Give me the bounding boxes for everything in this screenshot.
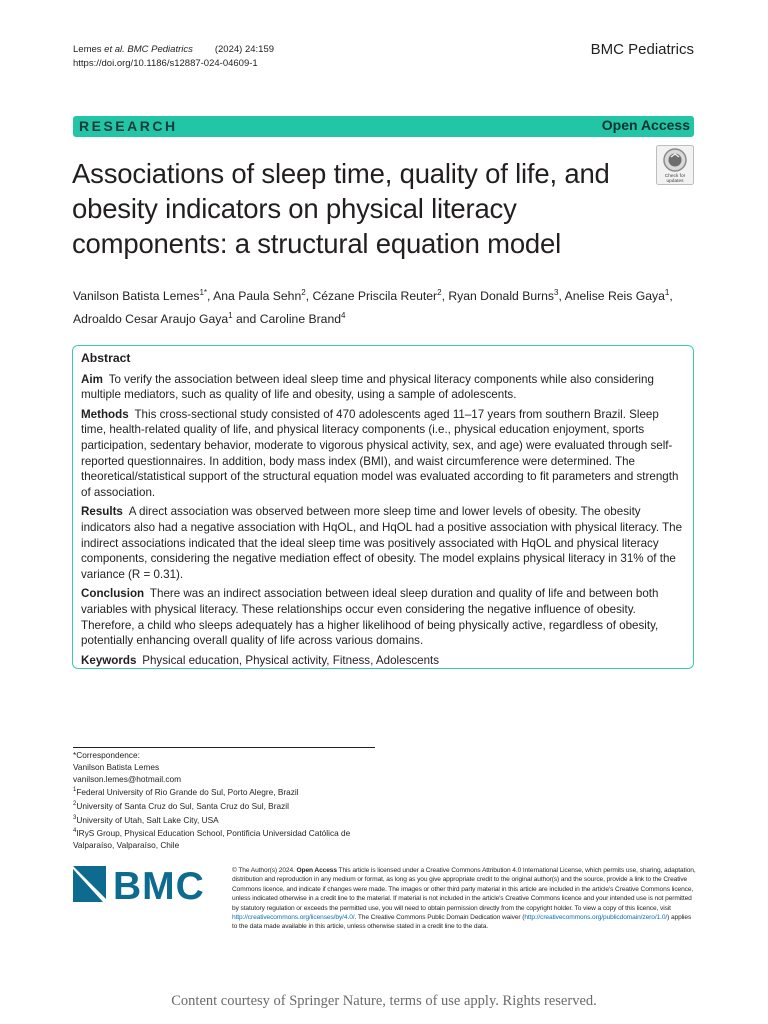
check-for-updates-icon[interactable] xyxy=(656,145,694,185)
author-name: Vanilson Batista Lemes xyxy=(73,289,200,304)
footnote-text: University of Santa Cruz do Sul, Santa Cruz do Sul, Brazil xyxy=(76,800,289,811)
footnote-text: Vanilson Batista Lemes xyxy=(73,761,160,772)
footnote-line xyxy=(73,774,383,786)
abstract-section-text: A direct association was observed between more sleep time and lower levels of obesity. The obesity indicators also had a negative association with HqOL, and HqOL had a positive association with physical literacy. The indirect associations indicated that the ideal sleep time was positively associated with HqOL and physical literacy components, considering the negative mediation effect of obesity. The model explains physical literacy in 31% of the variance (R = 0.31). xyxy=(81,505,683,581)
license-lead: © The Author(s) 2024. xyxy=(232,867,295,874)
license-body-1: This article is licensed under a Creative Commons Attribution 4.0 International License, which permits use, sharing, adaptation, distribution and reproduction in any medium or format, as long as you give appropriate credit to the original author(s) and the source, provide a link to the Creative Commons licence, and indicate if changes were made. The images or other third party material in this article are included in the article's Creative Commons licence, unless indicated otherwise in a credit line to the material. If material is not included in the article's Creative Commons licence and your intended use is not permitted by statutory regulation or exceeds the permitted use, you will need to obtain permission directly from the copyright holder. To view a copy of this licence, visit xyxy=(232,867,696,912)
license-text xyxy=(232,866,696,932)
abstract-heading: Abstract xyxy=(81,351,131,365)
footnotes xyxy=(73,750,383,851)
footnote-marker: 1 xyxy=(73,787,77,794)
footnote-line xyxy=(73,813,383,827)
abstract-section-label: Aim xyxy=(81,372,103,386)
footnote-text: IRyS Group, Physical Education School, Pontificia Universidad Católica de Valparaíso, Valparaíso, Chile xyxy=(73,827,351,850)
courtesy-footer: Content courtesy of Springer Nature, terms of use apply. Rights reserved. xyxy=(171,993,597,1009)
abstract-section-label: Keywords xyxy=(81,653,137,667)
citation-line xyxy=(73,43,274,57)
citation-etal: et al. BMC Pediatrics xyxy=(104,44,193,55)
license-open-access: Open Access xyxy=(296,867,337,874)
journal-name: BMC Pediatrics xyxy=(590,41,694,58)
author-affiliation: 1 xyxy=(228,311,233,321)
abstract-section-label: Methods xyxy=(81,407,129,421)
footnote-text: *Correspondence: xyxy=(73,750,140,760)
footnote-text: Federal University of Rio Grande do Sul, Porto Alegre, Brazil xyxy=(76,787,299,798)
author-list xyxy=(73,283,703,329)
svg-text:updates: updates xyxy=(666,179,684,184)
svg-text:BMC: BMC xyxy=(113,866,205,904)
author-name: Cézane Priscila Reuter xyxy=(312,289,438,304)
doi-link[interactable]: https://doi.org/10.1186/s12887-024-04609-1 xyxy=(73,58,258,69)
footnote-marker: 4 xyxy=(73,828,77,835)
license-body-3: ) applies to the data made available in this article, unless otherwise stated in a credit line to the data. xyxy=(232,914,692,931)
abstract-section xyxy=(81,586,685,648)
author-name: Ryan Donald Burns xyxy=(448,289,555,304)
abstract-section-text: Physical education, Physical activity, Fitness, Adolescents xyxy=(142,653,440,667)
footnote-divider xyxy=(73,747,375,748)
cc-zero-link[interactable]: http://creativecommons.org/publicdomain/zero/1.0/ xyxy=(524,914,668,922)
license-body-2: . The Creative Commons Public Domain Dedication waiver ( xyxy=(354,914,525,922)
author-separator: , xyxy=(441,289,449,304)
footnote-line xyxy=(73,762,383,774)
footnote-line xyxy=(73,785,383,799)
footnote-line xyxy=(73,799,383,813)
author-affiliation: 1* xyxy=(199,288,208,297)
author-separator: , xyxy=(207,289,214,304)
abstract-section-text: This cross-sectional study consisted of 470 adolescents aged 11–17 years from southern Brazil. Sleep time, health-related quality of life, and physical literacy components (i.e., physical education enjoyment, sports participation, sedentary behavior, moderate to vigorous physical activity, sex, and age) were evaluated through self-reported questionnaires. In addition, body mass index (BMI), and waist circumference were determined. The theoretical/statistical support of the structural equation model was evaluated according to fit parameters and strength of association. xyxy=(81,407,679,499)
article-type-banner xyxy=(73,116,694,137)
author-separator: , xyxy=(669,289,673,304)
citation-year-volume: (2024) 24:159 xyxy=(214,44,275,55)
abstract-section-text: There was an indirect association between ideal sleep duration and quality of life and between both variables with physical literacy. These relationships occur even considering the negative influence of obesity. Therefore, a child who sleeps adequately has a higher likelihood of being physically active, regardless of obesity, potentially enhancing overall quality of life across various domains. xyxy=(81,587,659,648)
author-affiliation: 3 xyxy=(554,288,559,297)
author-name: Ana Paula Sehn xyxy=(213,289,302,304)
cc-by-link[interactable]: http://creativecommons.org/licenses/by/4.0/ xyxy=(232,914,355,922)
footnote-marker: 2 xyxy=(73,800,77,807)
open-access-label: Open Access xyxy=(601,117,690,133)
footnote-line xyxy=(73,826,383,851)
author-affiliation: 4 xyxy=(341,311,346,321)
abstract-section xyxy=(81,653,685,669)
author-name: Adroaldo Cesar Araujo Gaya xyxy=(73,312,229,327)
svg-text:Check for: Check for xyxy=(664,174,686,179)
citation-authors: Lemes xyxy=(73,44,105,55)
citation xyxy=(73,43,274,71)
author-name: Caroline Brand xyxy=(259,312,341,327)
author-separator: , xyxy=(558,289,565,304)
abstract-section-label: Results xyxy=(81,505,123,519)
article-type-label: RESEARCH xyxy=(79,118,178,134)
author-separator: and xyxy=(232,312,260,327)
footnote-text: vanilson.lemes@hotmail.com xyxy=(73,773,182,784)
author-separator: , xyxy=(305,289,313,304)
author-affiliation: 1 xyxy=(664,288,670,297)
footnote-line xyxy=(73,750,383,762)
abstract-section-text: To verify the association between ideal sleep time and physical literacy components while also considering multiple mediators, such as quality of life and obesity, using a sample of adolescents. xyxy=(81,372,654,402)
author-name: Anelise Reis Gaya xyxy=(564,289,665,304)
footnote-text: University of Utah, Salt Lake City, USA xyxy=(76,814,219,825)
article-title: Associations of sleep time, quality of life, and obesity indicators on physical literacy components: a structural equation model xyxy=(72,158,610,259)
abstract-section xyxy=(81,504,685,582)
abstract-section-label: Conclusion xyxy=(81,587,145,601)
abstract-section xyxy=(81,407,685,501)
author-affiliation: 2 xyxy=(437,288,442,297)
footnote-marker: 3 xyxy=(73,814,77,821)
abstract-section xyxy=(81,372,685,403)
author-affiliation: 2 xyxy=(301,288,306,297)
abstract-box xyxy=(72,345,694,669)
abstract-sections xyxy=(81,372,685,669)
bmc-logo xyxy=(73,866,215,904)
